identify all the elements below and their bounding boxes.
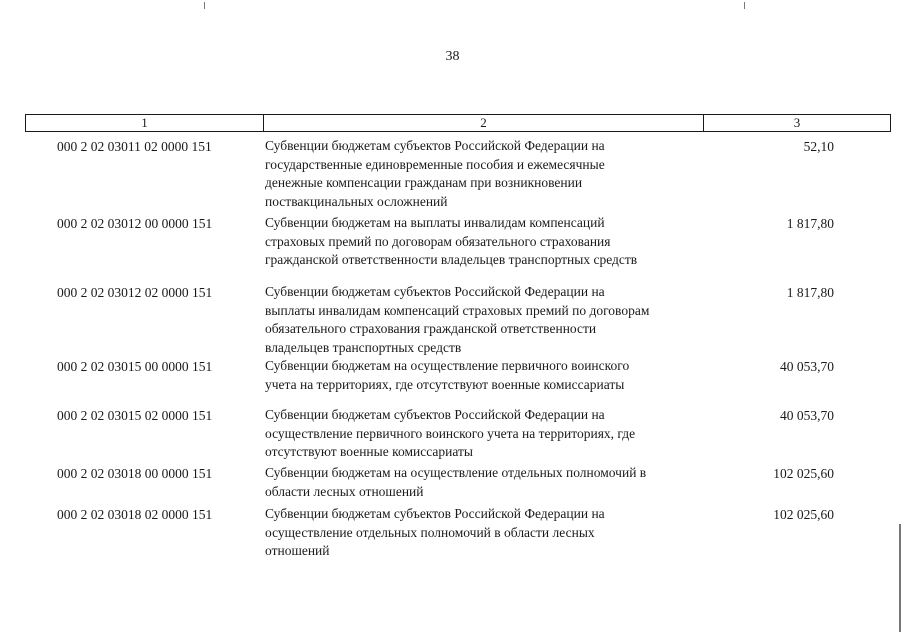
- description-line: осуществление первичного воинского учета на территориях, где: [265, 425, 636, 441]
- description-line: Субвенции бюджетам субъектов Российской Федерации на: [265, 138, 605, 153]
- row-description: [265, 214, 705, 270]
- description-line: государственные единовременные пособия и ежемесячные: [265, 156, 605, 172]
- description-line: гражданской ответственности владельцев транспортных средств: [265, 252, 638, 267]
- row-code: 000 2 02 03015 00 0000 151: [57, 359, 213, 374]
- description-line: учета на территориях, где отсутствуют военные комиссариаты: [265, 376, 625, 392]
- scan-mark: [204, 2, 205, 9]
- description-line: отношений: [265, 543, 330, 558]
- description-line: Субвенции бюджетам субъектов Российской Федерации на: [265, 284, 605, 299]
- row-description: [265, 505, 705, 561]
- row-description: [265, 137, 705, 211]
- scan-mark: [899, 524, 901, 632]
- header-col-3: 3: [793, 115, 801, 130]
- description-line: поствакцинальных осложнений: [265, 193, 448, 209]
- row-description: [265, 406, 705, 462]
- row-amount: 102 025,60: [773, 466, 834, 481]
- row-amount: 40 053,70: [780, 359, 834, 374]
- row-code: 000 2 02 03018 02 0000 151: [57, 507, 213, 522]
- table-header: [25, 114, 891, 132]
- row-amount: 52,10: [803, 139, 834, 154]
- header-col-2: 2: [264, 115, 704, 131]
- row-description: [265, 283, 705, 357]
- row-code: 000 2 02 03011 02 0000 151: [57, 139, 212, 154]
- row-description: [265, 464, 705, 501]
- page-number: 38: [445, 49, 460, 64]
- row-amount: 40 053,70: [780, 408, 834, 423]
- header-col-1: 1: [26, 115, 264, 131]
- row-amount: 1 817,80: [786, 216, 834, 231]
- description-line: страховых премий по договорам обязательного страхования: [265, 233, 611, 249]
- row-amount: 102 025,60: [773, 507, 834, 522]
- row-code: 000 2 02 03015 02 0000 151: [57, 408, 213, 423]
- scan-mark: [744, 2, 745, 9]
- description-line: владельцев транспортных средств: [265, 339, 462, 355]
- row-code: 000 2 02 03012 00 0000 151: [57, 216, 213, 231]
- description-line: обязательного страхования гражданской ответственности: [265, 321, 597, 336]
- description-line: Субвенции бюджетам на осуществление первичного воинского: [265, 358, 630, 373]
- description-line: денежные компенсации гражданам при возникновении: [265, 175, 583, 190]
- description-line: выплаты инвалидам компенсаций страховых премий по договорам: [265, 302, 650, 318]
- description-line: Субвенции бюджетам на осуществление отдельных полномочий в: [265, 465, 647, 480]
- description-line: области лесных отношений: [265, 483, 424, 499]
- description-line: Субвенции бюджетам субъектов Российской Федерации на: [265, 407, 605, 422]
- description-line: отсутствуют военные комиссариаты: [265, 444, 473, 459]
- description-line: Субвенции бюджетам субъектов Российской Федерации на: [265, 506, 605, 521]
- row-amount: 1 817,80: [786, 285, 834, 300]
- description-line: Субвенции бюджетам на выплаты инвалидам компенсаций: [265, 215, 605, 230]
- description-line: осуществление отдельных полномочий в области лесных: [265, 524, 595, 540]
- row-code: 000 2 02 03012 02 0000 151: [57, 285, 213, 300]
- row-code: 000 2 02 03018 00 0000 151: [57, 466, 213, 481]
- row-description: [265, 357, 705, 394]
